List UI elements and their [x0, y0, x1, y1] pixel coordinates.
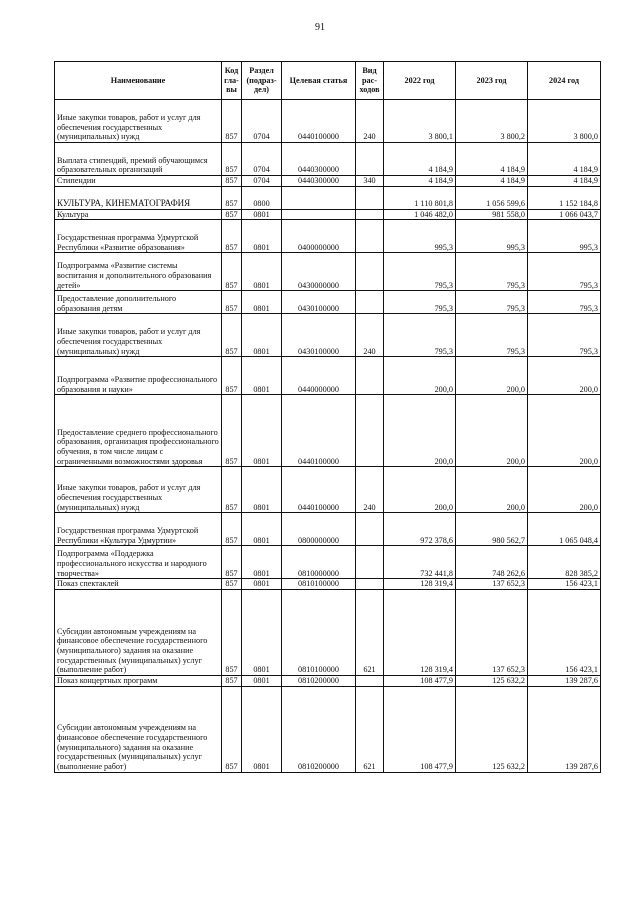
row-code: 857: [222, 253, 242, 291]
row-target: 0430100000: [282, 291, 356, 314]
row-type: [356, 513, 384, 546]
row-target: 0440300000: [282, 176, 356, 187]
row-2022: 200,0: [384, 357, 456, 395]
row-2024: 1 066 043,7: [528, 209, 601, 220]
row-2023: 200,0: [456, 357, 528, 395]
row-target: [282, 209, 356, 220]
row-target: 0430000000: [282, 253, 356, 291]
row-type: [356, 143, 384, 176]
table-row: [55, 100, 601, 143]
row-section: 0801: [242, 676, 282, 687]
table-row: [55, 253, 601, 291]
row-code: 857: [222, 676, 242, 687]
row-section: 0801: [242, 579, 282, 590]
row-section: 0801: [242, 395, 282, 467]
table-row: [55, 513, 601, 546]
row-section: 0801: [242, 590, 282, 676]
budget-table: [54, 61, 601, 773]
header-2023: 2023 год: [456, 62, 528, 100]
table-row: [55, 467, 601, 513]
row-code: 857: [222, 357, 242, 395]
row-name: Иные закупки товаров, работ и услуг для обеспечения государственных (муниципальных) нужд: [55, 467, 222, 513]
row-name: Выплата стипендий, премий обучающимся образовательных организаций: [55, 143, 222, 176]
row-name: Предоставление дополнительного образования детям: [55, 291, 222, 314]
row-section: 0704: [242, 143, 282, 176]
row-2024: 139 287,6: [528, 686, 601, 772]
row-name: Стипендии: [55, 176, 222, 187]
row-2022: 4 184,9: [384, 143, 456, 176]
row-section: 0800: [242, 186, 282, 209]
row-code: 857: [222, 579, 242, 590]
row-name: Подпрограмма «Развитие системы воспитания и дополнительного образования детей»: [55, 253, 222, 291]
row-section: 0801: [242, 513, 282, 546]
table-row: [55, 143, 601, 176]
row-2022: 200,0: [384, 467, 456, 513]
row-2024: 200,0: [528, 357, 601, 395]
table-row: [55, 395, 601, 467]
row-name: Государственная программа Удмуртской Республики «Культура Удмуртии»: [55, 513, 222, 546]
row-type: [356, 253, 384, 291]
row-type: [356, 395, 384, 467]
row-code: 857: [222, 513, 242, 546]
row-2024: 1 152 184,8: [528, 186, 601, 209]
row-target: 0440100000: [282, 467, 356, 513]
row-2023: 137 652,3: [456, 579, 528, 590]
row-2022: 995,3: [384, 220, 456, 253]
row-section: 0801: [242, 314, 282, 357]
header-section: Раздел (подраз-дел): [242, 62, 282, 100]
row-target: 0800000000: [282, 513, 356, 546]
row-code: 857: [222, 143, 242, 176]
row-2024: 3 800,0: [528, 100, 601, 143]
table-row: [55, 579, 601, 590]
row-2022: 972 378,6: [384, 513, 456, 546]
row-2024: 995,3: [528, 220, 601, 253]
table-row: [55, 676, 601, 687]
row-section: 0801: [242, 291, 282, 314]
row-section: 0704: [242, 100, 282, 143]
row-type: [356, 579, 384, 590]
row-code: 857: [222, 220, 242, 253]
row-target: 0440100000: [282, 100, 356, 143]
row-2022: 128 319,4: [384, 590, 456, 676]
row-target: [282, 186, 356, 209]
row-type: [356, 546, 384, 579]
row-2023: 1 056 599,6: [456, 186, 528, 209]
row-target: 0810100000: [282, 590, 356, 676]
row-section: 0801: [242, 546, 282, 579]
header-target: Целевая статья: [282, 62, 356, 100]
row-2024: 828 385,2: [528, 546, 601, 579]
table-row: [55, 209, 601, 220]
row-section: 0801: [242, 209, 282, 220]
row-2022: 1 110 801,8: [384, 186, 456, 209]
row-2022: 128 319,4: [384, 579, 456, 590]
row-code: 857: [222, 176, 242, 187]
row-name: Подпрограмма «Развитие профессионального образования и науки»: [55, 357, 222, 395]
row-name: Предоставление среднего профессионального образования, организация профессионального обучения, в том числе лицам с ограниченными возможностями здоровья: [55, 395, 222, 467]
table-row: [55, 314, 601, 357]
row-2022: 200,0: [384, 395, 456, 467]
row-2022: 108 477,9: [384, 676, 456, 687]
row-name: КУЛЬТУРА, КИНЕМАТОГРАФИЯ: [55, 186, 222, 209]
row-name: Показ спектаклей: [55, 579, 222, 590]
row-type: [356, 357, 384, 395]
row-2024: 795,3: [528, 291, 601, 314]
header-name: Наименование: [55, 62, 222, 100]
row-target: 0430100000: [282, 314, 356, 357]
row-2022: 795,3: [384, 314, 456, 357]
row-code: 857: [222, 291, 242, 314]
row-type: [356, 186, 384, 209]
row-code: 857: [222, 100, 242, 143]
row-2024: 139 287,6: [528, 676, 601, 687]
table-row: [55, 186, 601, 209]
table-row: [55, 291, 601, 314]
row-2023: 4 184,9: [456, 176, 528, 187]
row-2024: 200,0: [528, 395, 601, 467]
row-2023: 980 562,7: [456, 513, 528, 546]
row-2024: 4 184,9: [528, 143, 601, 176]
row-2022: 108 477,9: [384, 686, 456, 772]
row-2023: 3 800,2: [456, 100, 528, 143]
row-name: Государственная программа Удмуртской Республики «Развитие образования»: [55, 220, 222, 253]
row-type: 240: [356, 100, 384, 143]
row-type: [356, 676, 384, 687]
row-2024: 156 423,1: [528, 579, 601, 590]
row-2024: 1 065 048,4: [528, 513, 601, 546]
row-type: [356, 220, 384, 253]
row-2023: 995,3: [456, 220, 528, 253]
row-2023: 748 262,6: [456, 546, 528, 579]
row-2024: 200,0: [528, 467, 601, 513]
row-target: 0440000000: [282, 357, 356, 395]
row-2023: 125 632,2: [456, 676, 528, 687]
row-2024: 795,3: [528, 314, 601, 357]
row-section: 0801: [242, 467, 282, 513]
row-type: 340: [356, 176, 384, 187]
row-target: 0810200000: [282, 686, 356, 772]
row-code: 857: [222, 467, 242, 513]
row-section: 0704: [242, 176, 282, 187]
header-code: Код гла-вы: [222, 62, 242, 100]
row-2022: 795,3: [384, 253, 456, 291]
row-target: 0440100000: [282, 395, 356, 467]
row-code: 857: [222, 395, 242, 467]
row-code: 857: [222, 314, 242, 357]
row-2023: 795,3: [456, 291, 528, 314]
row-2022: 795,3: [384, 291, 456, 314]
row-section: 0801: [242, 357, 282, 395]
row-2023: 795,3: [456, 314, 528, 357]
row-name: Иные закупки товаров, работ и услуг для обеспечения государственных (муниципальных) нужд: [55, 100, 222, 143]
row-name: Иные закупки товаров, работ и услуг для обеспечения государственных (муниципальных) нужд: [55, 314, 222, 357]
row-name: Культура: [55, 209, 222, 220]
table-header-row: [55, 62, 601, 100]
row-name: Показ концертных программ: [55, 676, 222, 687]
row-type: [356, 291, 384, 314]
table-row: [55, 176, 601, 187]
row-name: Подпрограмма «Поддержка профессионального искусства и народного творчества»: [55, 546, 222, 579]
row-section: 0801: [242, 220, 282, 253]
row-code: 857: [222, 546, 242, 579]
row-target: 0440300000: [282, 143, 356, 176]
table-row: [55, 220, 601, 253]
row-2024: 156 423,1: [528, 590, 601, 676]
table-row: [55, 357, 601, 395]
row-2022: 1 046 482,0: [384, 209, 456, 220]
row-type: 621: [356, 686, 384, 772]
row-type: 621: [356, 590, 384, 676]
row-code: 857: [222, 209, 242, 220]
row-2023: 981 558,0: [456, 209, 528, 220]
page-number: 91: [315, 22, 325, 33]
row-2023: 200,0: [456, 395, 528, 467]
table-row: [55, 686, 601, 772]
row-code: 857: [222, 186, 242, 209]
row-type: 240: [356, 314, 384, 357]
row-name: Субсидии автономным учреждениям на финансовое обеспечение государственного (муниципального) задания на оказание государственных (муниципальных) услуг (выполнение работ): [55, 686, 222, 772]
row-code: 857: [222, 590, 242, 676]
row-2023: 795,3: [456, 253, 528, 291]
table-row: [55, 546, 601, 579]
row-name: Субсидии автономным учреждениям на финансовое обеспечение государственного (муниципального) задания на оказание государственных (муниципальных) услуг (выполнение работ): [55, 590, 222, 676]
row-type: 240: [356, 467, 384, 513]
table-row: [55, 590, 601, 676]
row-2023: 4 184,9: [456, 143, 528, 176]
row-section: 0801: [242, 686, 282, 772]
row-2024: 4 184,9: [528, 176, 601, 187]
row-code: 857: [222, 686, 242, 772]
row-section: 0801: [242, 253, 282, 291]
row-2022: 4 184,9: [384, 176, 456, 187]
row-target: 0810000000: [282, 546, 356, 579]
row-2023: 125 632,2: [456, 686, 528, 772]
header-2022: 2022 год: [384, 62, 456, 100]
header-type: Вид рас-ходов: [356, 62, 384, 100]
row-2023: 200,0: [456, 467, 528, 513]
row-2022: 732 441,8: [384, 546, 456, 579]
row-2023: 137 652,3: [456, 590, 528, 676]
header-2024: 2024 год: [528, 62, 601, 100]
row-target: 0810100000: [282, 579, 356, 590]
row-target: 0810200000: [282, 676, 356, 687]
row-type: [356, 209, 384, 220]
row-target: 0400000000: [282, 220, 356, 253]
row-2022: 3 800,1: [384, 100, 456, 143]
row-2024: 795,3: [528, 253, 601, 291]
